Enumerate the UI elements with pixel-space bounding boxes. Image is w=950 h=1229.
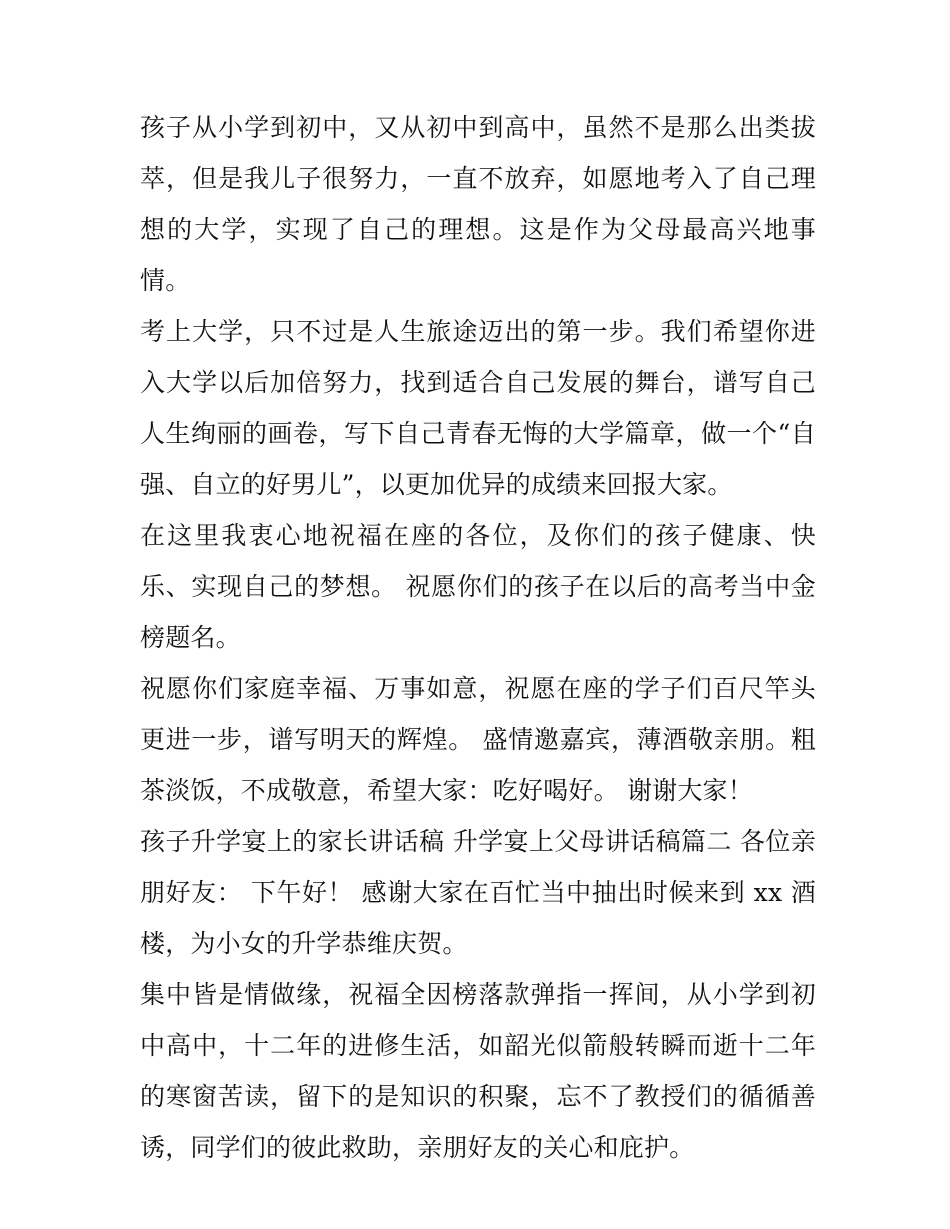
- paragraph-4: 祝愿你们家庭幸福、万事如意，祝愿在座的学子们百尺竿头更进一步，谱写明天的辉煌。 盛情邀嘉宾，薄酒敬亲朋。粗茶淡饭，不成敬意，希望大家：吃好喝好。 谢谢大家！: [140, 674, 816, 805]
- document-body: [140, 102, 816, 1173]
- paragraph-3: 在这里我衷心地祝福在座的各位，及你们的孩子健康、快乐、实现自己的梦想。 祝愿你们的孩子在以后的高考当中金榜题名。: [140, 521, 816, 652]
- paragraph-6: 集中皆是情做缘，祝福全因榜落款弹指一挥间，从小学到初中高中，十二年的进修生活，如韶光似箭般转瞬而逝十二年的寒窗苦读，留下的是知识的积聚，忘不了教授们的循循善诱，同学们的彼此救助，亲朋好友的关心和庇护。: [140, 980, 816, 1162]
- paragraph-5: 孩子升学宴上的家长讲话稿 升学宴上父母讲话稿篇二 各位亲朋好友： 下午好！ 感谢大家在百忙当中抽出时候来到 xx 酒楼，为小女的升学恭维庆贺。: [140, 827, 816, 958]
- paragraph-2: 考上大学，只不过是人生旅途迈出的第一步。我们希望你进入大学以后加倍努力，找到适合自己发展的舞台，谱写自己人生绚丽的画卷，写下自己青春无悔的大学篇章，做一个“自强、自立的好男儿”，以更加优异的成绩来回报大家。: [140, 317, 816, 499]
- paragraph-1: 孩子从小学到初中，又从初中到高中，虽然不是那么出类拔萃，但是我儿子很努力，一直不放弃，如愿地考入了自己理想的大学，实现了自己的理想。这是作为父母最高兴地事情。: [140, 113, 816, 295]
